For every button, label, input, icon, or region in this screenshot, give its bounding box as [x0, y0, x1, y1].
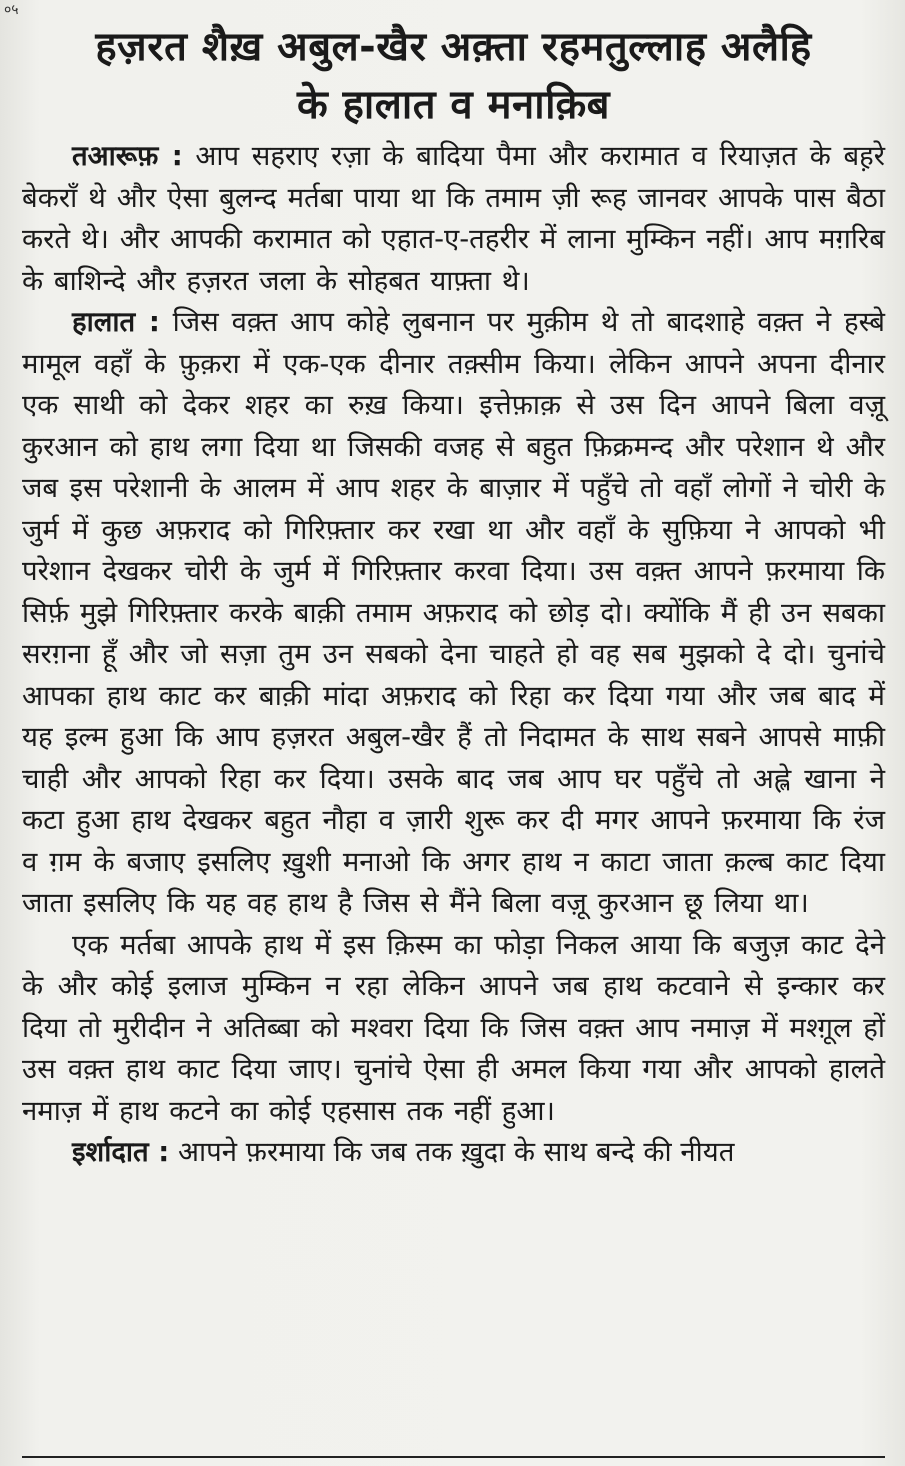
irshadat-text: आपने फ़रमाया कि जब तक ख़ुदा के साथ बन्दे की नीयत	[178, 1136, 735, 1168]
halat-paragraph	[22, 302, 885, 925]
bottom-divider	[22, 1456, 885, 1458]
title-line-1: हज़रत शैख़ अबुल-खैर अक़्ता रहमतुल्लाह अलैहि	[95, 24, 812, 70]
title-line-2: के हालात व मनाक़िब	[296, 82, 611, 128]
second-paragraph: एक मर्तबा आपके हाथ में इस क़िस्म का फोड़ा निकल आया कि बजुज़ काट देने के और कोई इलाज मुम्किन न रहा लेकिन आपने जब हाथ कटवाने से इन्कार कर दिया तो मुरीदीन ने अतिब्बा को मश्वरा दिया कि जिस वक़्त आप नमाज़ में मश्ग़ूल हों उस वक़्त हाथ काट दिया जाए। चुनांचे ऐसा ही अमल किया गया और आपको हालते नमाज़ में हाथ कटने का कोई एहसास तक नहीं हुआ।	[22, 928, 885, 1127]
irshadat-label: इर्शादात :	[72, 1136, 170, 1168]
corner-mark: ०५	[4, 2, 19, 18]
irshadat-paragraph	[22, 1132, 885, 1174]
intro-text: आप सहराए रज़ा के बादिया पैमा और करामात व रियाज़त के बह़रे बेकराँ थे और ऐसा बुलन्द मर्तबा पाया था कि तमाम ज़ी रूह जानवर आपके पास बैठा करते थे। और आपकी करामात को एहात-ए-तहरीर में लाना मुम्किन नहीं। आप मग़रिब के बाशिन्दे और हज़रत जला के सोहबत याफ़्ता थे।	[22, 140, 885, 297]
halat-text: जिस वक़्त आप कोहे लुबनान पर मुक़ीम थे तो बादशाहे वक़्त ने हस्बे मामूल वहाँ के फ़ुक़रा में एक-एक दीनार तक़्सीम किया। लेकिन आपने अपना दीनार एक साथी को देकर शहर का रुख़ किया। इत्तेफ़ाक़ से उस दिन आपने बिला वज़ू कुरआन को हाथ लगा दिया था जिसकी वजह से बहुत फ़िक्रमन्द और परेशान थे और जब इस परेशानी के आलम में आप शहर के बाज़ार में पहुँचे तो वहाँ लोगों ने चोरी के जुर्म में कुछ अफ़राद को गिरिफ़्तार कर रखा था और वहाँ के सुफ़िया ने आपको भी परेशान देखकर चोरी के जुर्म में गिरिफ़्तार करवा दिया। उस वक़्त आपने फ़रमाया कि सिर्फ़ मुझे गिरिफ़्तार करके बाक़ी तमाम अफ़राद को छोड़ दो। क्योंकि मैं ही उन सबका सरग़ना हूँ और जो सज़ा तुम उन सबको देना चाहते हो वह सब मुझको दे दो। चुनांचे आपका हाथ काट कर बाक़ी मांदा अफ़राद को रिहा कर दिया गया और जब बाद में यह इल्म हुआ कि आप हज़रत अबुल-खैर हैं तो निदामत के साथ सबने आपसे माफ़ी चाही और आपको रिहा कर दिया। उसके बाद जब आप घर पहुँचे तो अह्ले खाना ने कटा हुआ हाथ देखकर बहुत नौहा व ज़ारी शुरू कर दी मगर आपने फ़रमाया कि रंज व ग़म के बजाए इसलिए ख़ुशी मनाओ कि अगर हाथ न काटा जाता क़ल्ब काट दिया जाता इसलिए कि यह वह हाथ है जिस से मैंने बिला वज़ू कुरआन छू लिया था।	[22, 306, 885, 919]
intro-paragraph	[22, 136, 885, 302]
halat-label: हालात :	[72, 306, 160, 338]
intro-label: तआरूफ़ :	[72, 140, 183, 172]
page-title	[22, 18, 885, 134]
